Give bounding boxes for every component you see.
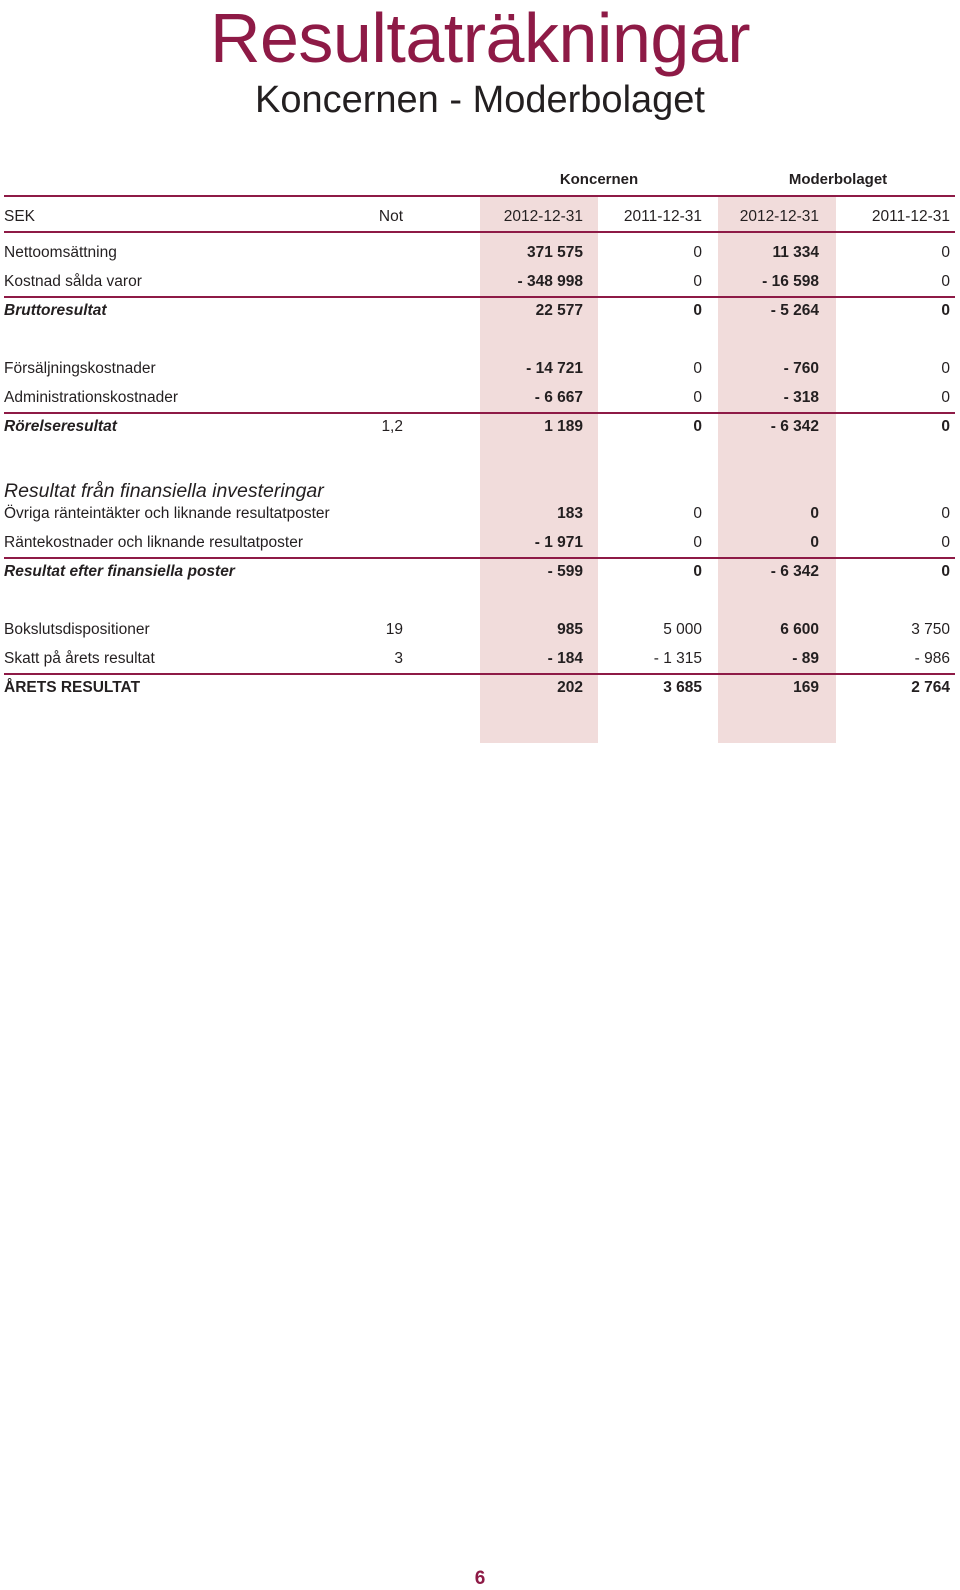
table-header-row [0, 206, 960, 228]
section-heading-financial: Resultat från finansiella investeringar [4, 480, 324, 502]
value-moderbolaget-2011: 0 [941, 534, 950, 551]
value-koncernen-2012: - 348 998 [517, 273, 583, 290]
rule-top [4, 195, 955, 197]
row-label: Försäljningskostnader [4, 360, 156, 377]
value-koncernen-2012: 183 [557, 505, 583, 522]
value-koncernen-2011: 0 [693, 360, 702, 377]
value-moderbolaget-2011: 0 [941, 273, 950, 290]
row-not: 1,2 [381, 418, 403, 435]
value-koncernen-2012: - 14 721 [526, 360, 583, 377]
row-label: Nettoomsättning [4, 244, 117, 261]
row-label: Administrationskostnader [4, 389, 179, 406]
row-label: Övriga ränteintäkter och liknande resultatposter [4, 505, 330, 522]
row-label: ÅRETS RESULTAT [4, 679, 141, 696]
row-label: Rörelseresultat [4, 418, 117, 435]
rule-subtotal [4, 557, 955, 559]
value-moderbolaget-2012: 11 334 [772, 244, 819, 261]
group-label-moderbolaget: Moderbolaget [788, 171, 888, 188]
value-moderbolaget-2012: - 89 [792, 650, 819, 667]
column-header-koncernen-2012: 2012-12-31 [503, 208, 583, 225]
rule-subtotal [4, 412, 955, 414]
page-title: Resultaträkningar [209, 0, 751, 77]
table-row-subtotal [0, 416, 960, 438]
column-header-sek: SEK [4, 208, 36, 225]
value-moderbolaget-2012: 0 [810, 505, 819, 522]
row-label: Bruttoresultat [4, 302, 107, 319]
rule-header [4, 231, 955, 233]
value-moderbolaget-2012: - 6 342 [770, 418, 819, 435]
value-koncernen-2011: 0 [693, 534, 702, 551]
table-row-subtotal [0, 300, 960, 322]
value-moderbolaget-2012: 0 [810, 534, 819, 551]
table-row [0, 242, 960, 264]
row-not: 3 [394, 650, 403, 667]
value-moderbolaget-2012: - 6 342 [770, 563, 819, 580]
value-koncernen-2011: 0 [693, 505, 702, 522]
value-moderbolaget-2011: 0 [941, 389, 950, 406]
table-row [0, 358, 960, 380]
table-row [0, 619, 960, 641]
value-koncernen-2011: 0 [693, 244, 702, 261]
value-koncernen-2011: 0 [693, 389, 702, 406]
table-row-subtotal [0, 561, 960, 583]
column-header-moderbolaget-2012: 2012-12-31 [739, 208, 819, 225]
value-moderbolaget-2011: 0 [941, 244, 950, 261]
value-koncernen-2012: - 184 [547, 650, 583, 667]
value-koncernen-2011: 0 [693, 273, 702, 290]
value-koncernen-2012: - 1 971 [534, 534, 583, 551]
value-moderbolaget-2011: - 986 [914, 650, 950, 667]
value-moderbolaget-2012: 6 600 [780, 621, 819, 638]
value-koncernen-2012: - 599 [547, 563, 583, 580]
group-label-koncernen: Koncernen [559, 171, 639, 188]
row-label: Skatt på årets resultat [4, 650, 155, 667]
value-koncernen-2012: 985 [557, 621, 583, 638]
value-moderbolaget-2012: - 760 [783, 360, 819, 377]
value-koncernen-2011: 0 [693, 563, 702, 580]
table-row [0, 503, 960, 525]
row-not: 19 [385, 621, 403, 638]
value-moderbolaget-2012: - 318 [783, 389, 819, 406]
row-label: Resultat efter finansiella poster [4, 563, 235, 580]
table-row [0, 648, 960, 670]
row-label: Kostnad sålda varor [4, 273, 142, 290]
rule-subtotal [4, 296, 955, 298]
column-header-not: Not [378, 208, 403, 225]
value-moderbolaget-2012: - 5 264 [770, 302, 819, 319]
value-moderbolaget-2011: 0 [941, 505, 950, 522]
page-subtitle: Koncernen - Moderbolaget [255, 79, 705, 121]
value-koncernen-2012: 202 [557, 679, 583, 696]
value-koncernen-2012: 371 575 [526, 244, 583, 261]
value-moderbolaget-2012: - 16 598 [762, 273, 819, 290]
value-koncernen-2012: 1 189 [544, 418, 583, 435]
rule-total [4, 673, 955, 675]
table-row-total [0, 677, 960, 699]
value-koncernen-2011: 3 685 [663, 679, 702, 696]
page-number: 6 [474, 1568, 486, 1589]
value-moderbolaget-2011: 0 [941, 563, 950, 580]
table-row [0, 532, 960, 554]
value-moderbolaget-2011: 0 [941, 418, 950, 435]
row-label: Bokslutsdispositioner [4, 621, 150, 638]
table-row [0, 271, 960, 293]
value-koncernen-2011: 0 [693, 302, 702, 319]
table-row [0, 387, 960, 409]
value-koncernen-2011: 5 000 [663, 621, 702, 638]
value-koncernen-2012: - 6 667 [534, 389, 583, 406]
value-moderbolaget-2011: 2 764 [911, 679, 950, 696]
column-header-koncernen-2011: 2011-12-31 [623, 208, 702, 225]
value-koncernen-2011: 0 [693, 418, 702, 435]
value-moderbolaget-2011: 3 750 [911, 621, 950, 638]
column-header-moderbolaget-2011: 2011-12-31 [871, 208, 950, 225]
row-label: Räntekostnader och liknande resultatposter [4, 534, 303, 551]
value-moderbolaget-2012: 169 [793, 679, 819, 696]
value-koncernen-2011: - 1 315 [653, 650, 702, 667]
value-moderbolaget-2011: 0 [941, 360, 950, 377]
value-moderbolaget-2011: 0 [941, 302, 950, 319]
value-koncernen-2012: 22 577 [535, 302, 583, 319]
